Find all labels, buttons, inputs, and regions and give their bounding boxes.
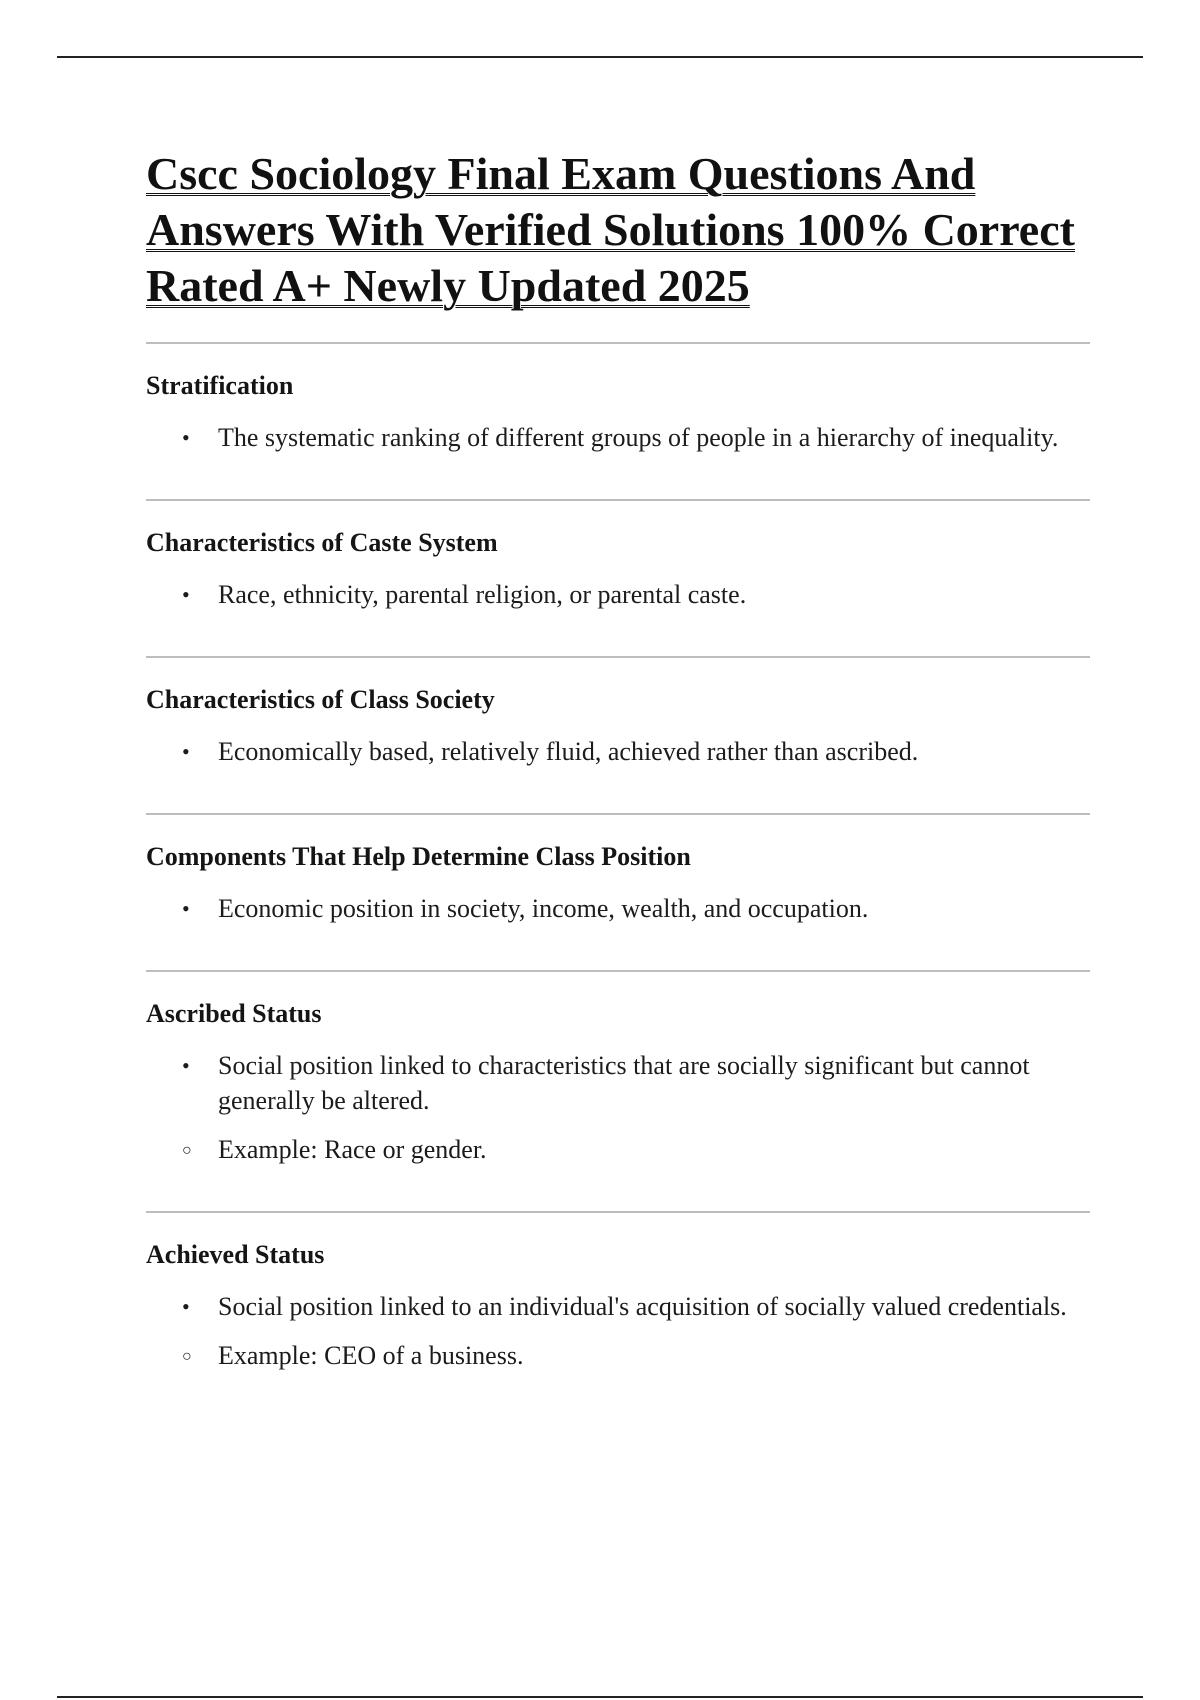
page-bottom-rule [57, 1696, 1143, 1698]
document-body [146, 146, 1090, 1373]
term-heading: Stratification [146, 371, 294, 400]
example-text: Example: Race or gender. [218, 1135, 487, 1164]
definition-list [146, 577, 1090, 612]
bullet-icon: • [182, 425, 190, 450]
circle-bullet-icon: ○ [182, 1142, 192, 1159]
page-top-rule [57, 56, 1143, 58]
bullet-icon: • [182, 1294, 190, 1319]
definition-text: Economic position in society, income, wealth, and occupation. [218, 894, 869, 923]
term-heading: Components That Help Determine Class Position [146, 842, 691, 871]
bullet-icon: • [182, 582, 190, 607]
definition-text: Economically based, relatively fluid, achieved rather than ascribed. [218, 737, 919, 766]
example-item [146, 1338, 1090, 1373]
example-list [146, 1338, 1090, 1373]
section-divider [146, 970, 1090, 972]
definition-text: Social position linked to an individual's acquisition of socially valued credentials. [218, 1292, 1067, 1321]
section-caste-system [146, 527, 1090, 612]
circle-bullet-icon: ○ [182, 1348, 192, 1365]
section-ascribed-status [146, 998, 1090, 1167]
definition-item [146, 1048, 1090, 1118]
section-divider [146, 1211, 1090, 1213]
definition-text: The systematic ranking of different groups of people in a hierarchy of inequality. [218, 423, 1059, 452]
definition-list [146, 1289, 1090, 1324]
term-heading: Achieved Status [146, 1240, 325, 1269]
definition-item [146, 1289, 1090, 1324]
section-class-society [146, 684, 1090, 769]
definition-item [146, 891, 1090, 926]
example-list [146, 1132, 1090, 1167]
definition-text: Social position linked to characteristics that are socially significant but cannot generally be altered. [218, 1051, 1030, 1115]
example-text: Example: CEO of a business. [218, 1341, 524, 1370]
section-divider [146, 342, 1090, 344]
section-achieved-status [146, 1239, 1090, 1373]
example-item [146, 1132, 1090, 1167]
document-title: Cscc Sociology Final Exam Questions And Answers With Verified Solutions 100% Correct Rated A+ Newly Updated 2025 [146, 148, 1075, 311]
definition-item [146, 420, 1090, 455]
definition-list [146, 420, 1090, 455]
definition-list [146, 734, 1090, 769]
section-divider [146, 656, 1090, 658]
definition-text: Race, ethnicity, parental religion, or parental caste. [218, 580, 747, 609]
term-heading: Ascribed Status [146, 999, 322, 1028]
bullet-icon: • [182, 1053, 190, 1078]
section-divider [146, 813, 1090, 815]
term-heading: Characteristics of Caste System [146, 528, 498, 557]
section-divider [146, 499, 1090, 501]
bullet-icon: • [182, 896, 190, 921]
definition-item [146, 577, 1090, 612]
section-class-position [146, 841, 1090, 926]
definition-item [146, 734, 1090, 769]
section-stratification [146, 370, 1090, 455]
definition-list [146, 1048, 1090, 1118]
bullet-icon: • [182, 739, 190, 764]
definition-list [146, 891, 1090, 926]
term-heading: Characteristics of Class Society [146, 685, 495, 714]
